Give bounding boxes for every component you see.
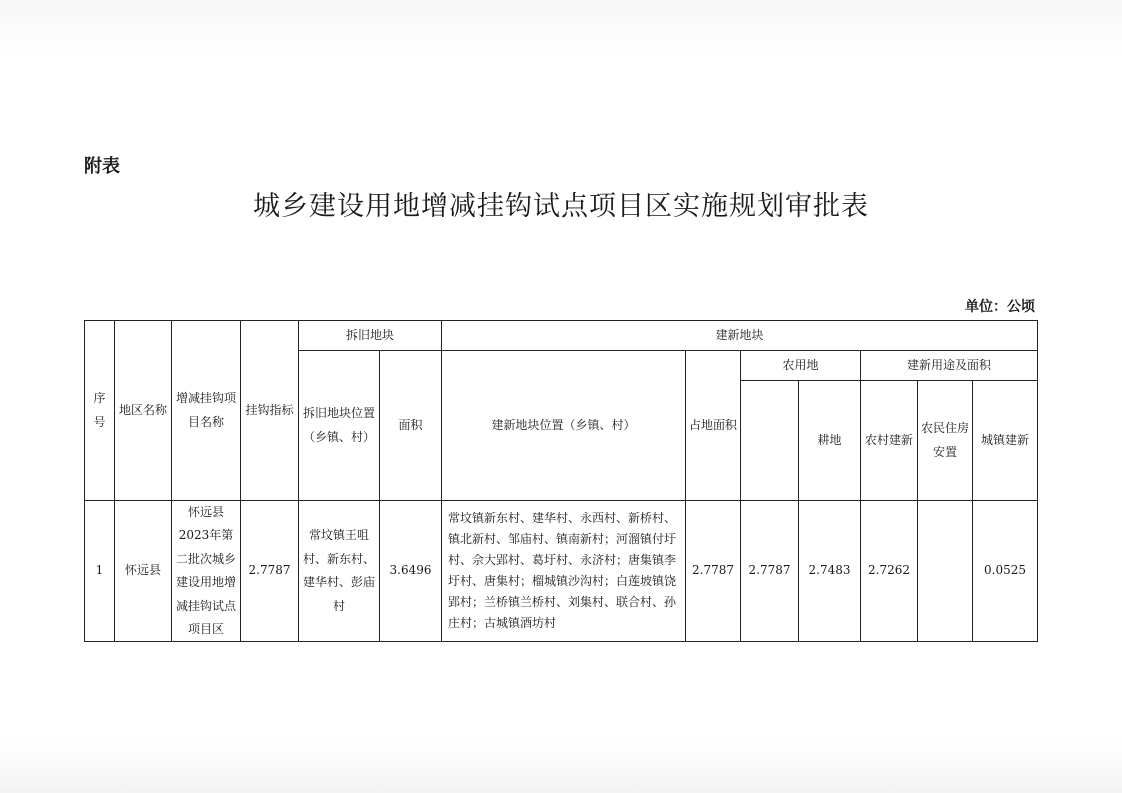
cell-quota: 2.7787 <box>241 501 299 642</box>
col-demolish-location-header: 拆旧地块位置（乡镇、村） <box>299 351 380 501</box>
approval-table <box>84 320 1038 642</box>
page-title: 城乡建设用地增减挂钩试点项目区实施规划审批表 <box>253 191 869 222</box>
col-farmland-total-header <box>741 381 799 501</box>
newbuild-group-header: 建新地块 <box>442 321 1038 351</box>
cell-project: 怀远县2023年第二批次城乡建设用地增减挂钩试点项目区 <box>172 501 241 642</box>
col-rural-construction-header: 农村建新 <box>861 381 918 501</box>
cell-demolish-area: 3.6496 <box>380 501 442 642</box>
col-occupied-area-header: 占地面积 <box>686 351 741 501</box>
cell-urban-construction: 0.0525 <box>973 501 1038 642</box>
unit-label: 单位：公顷 <box>965 299 1035 315</box>
col-seq-header: 序号 <box>85 321 115 501</box>
demolish-group-header: 拆旧地块 <box>299 321 442 351</box>
cell-cultivated: 2.7483 <box>799 501 861 642</box>
col-demolish-area-header: 面积 <box>380 351 442 501</box>
table-row <box>85 501 1038 642</box>
cell-occupied-area: 2.7787 <box>686 501 741 642</box>
cell-demolish-location: 常坟镇王咀村、新东村、建华村、彭庙村 <box>299 501 380 642</box>
use-group-header: 建新用途及面积 <box>861 351 1038 381</box>
farmland-group-header: 农用地 <box>741 351 861 381</box>
cell-seq: 1 <box>85 501 115 642</box>
header-row-1 <box>85 321 1038 351</box>
cell-farmer-housing <box>918 501 973 642</box>
annex-label: 附表 <box>84 156 120 177</box>
cell-rural-construction: 2.7262 <box>861 501 918 642</box>
col-farmer-housing-header: 农民住房安置 <box>918 381 973 501</box>
cell-farmland: 2.7787 <box>741 501 799 642</box>
col-urban-construction-header: 城镇建新 <box>973 381 1038 501</box>
col-newbuild-location-header: 建新地块位置（乡镇、村） <box>442 351 686 501</box>
cell-region: 怀远县 <box>115 501 172 642</box>
cell-newbuild-location: 常坟镇新东村、建华村、永西村、新桥村、镇北新村、邹庙村、镇南新村；河溜镇付圩村、佘大郢村、葛圩村、永济村；唐集镇李圩村、唐集村；榴城镇沙沟村；白莲坡镇饶郢村；兰桥镇兰桥村、刘集村、联合村、孙庄村；古城镇酒坊村 <box>442 501 686 642</box>
col-quota-header: 挂钩指标 <box>241 321 299 501</box>
col-region-header: 地区名称 <box>115 321 172 501</box>
col-project-header: 增减挂钩项目名称 <box>172 321 241 501</box>
col-cultivated-header: 耕地 <box>799 381 861 501</box>
